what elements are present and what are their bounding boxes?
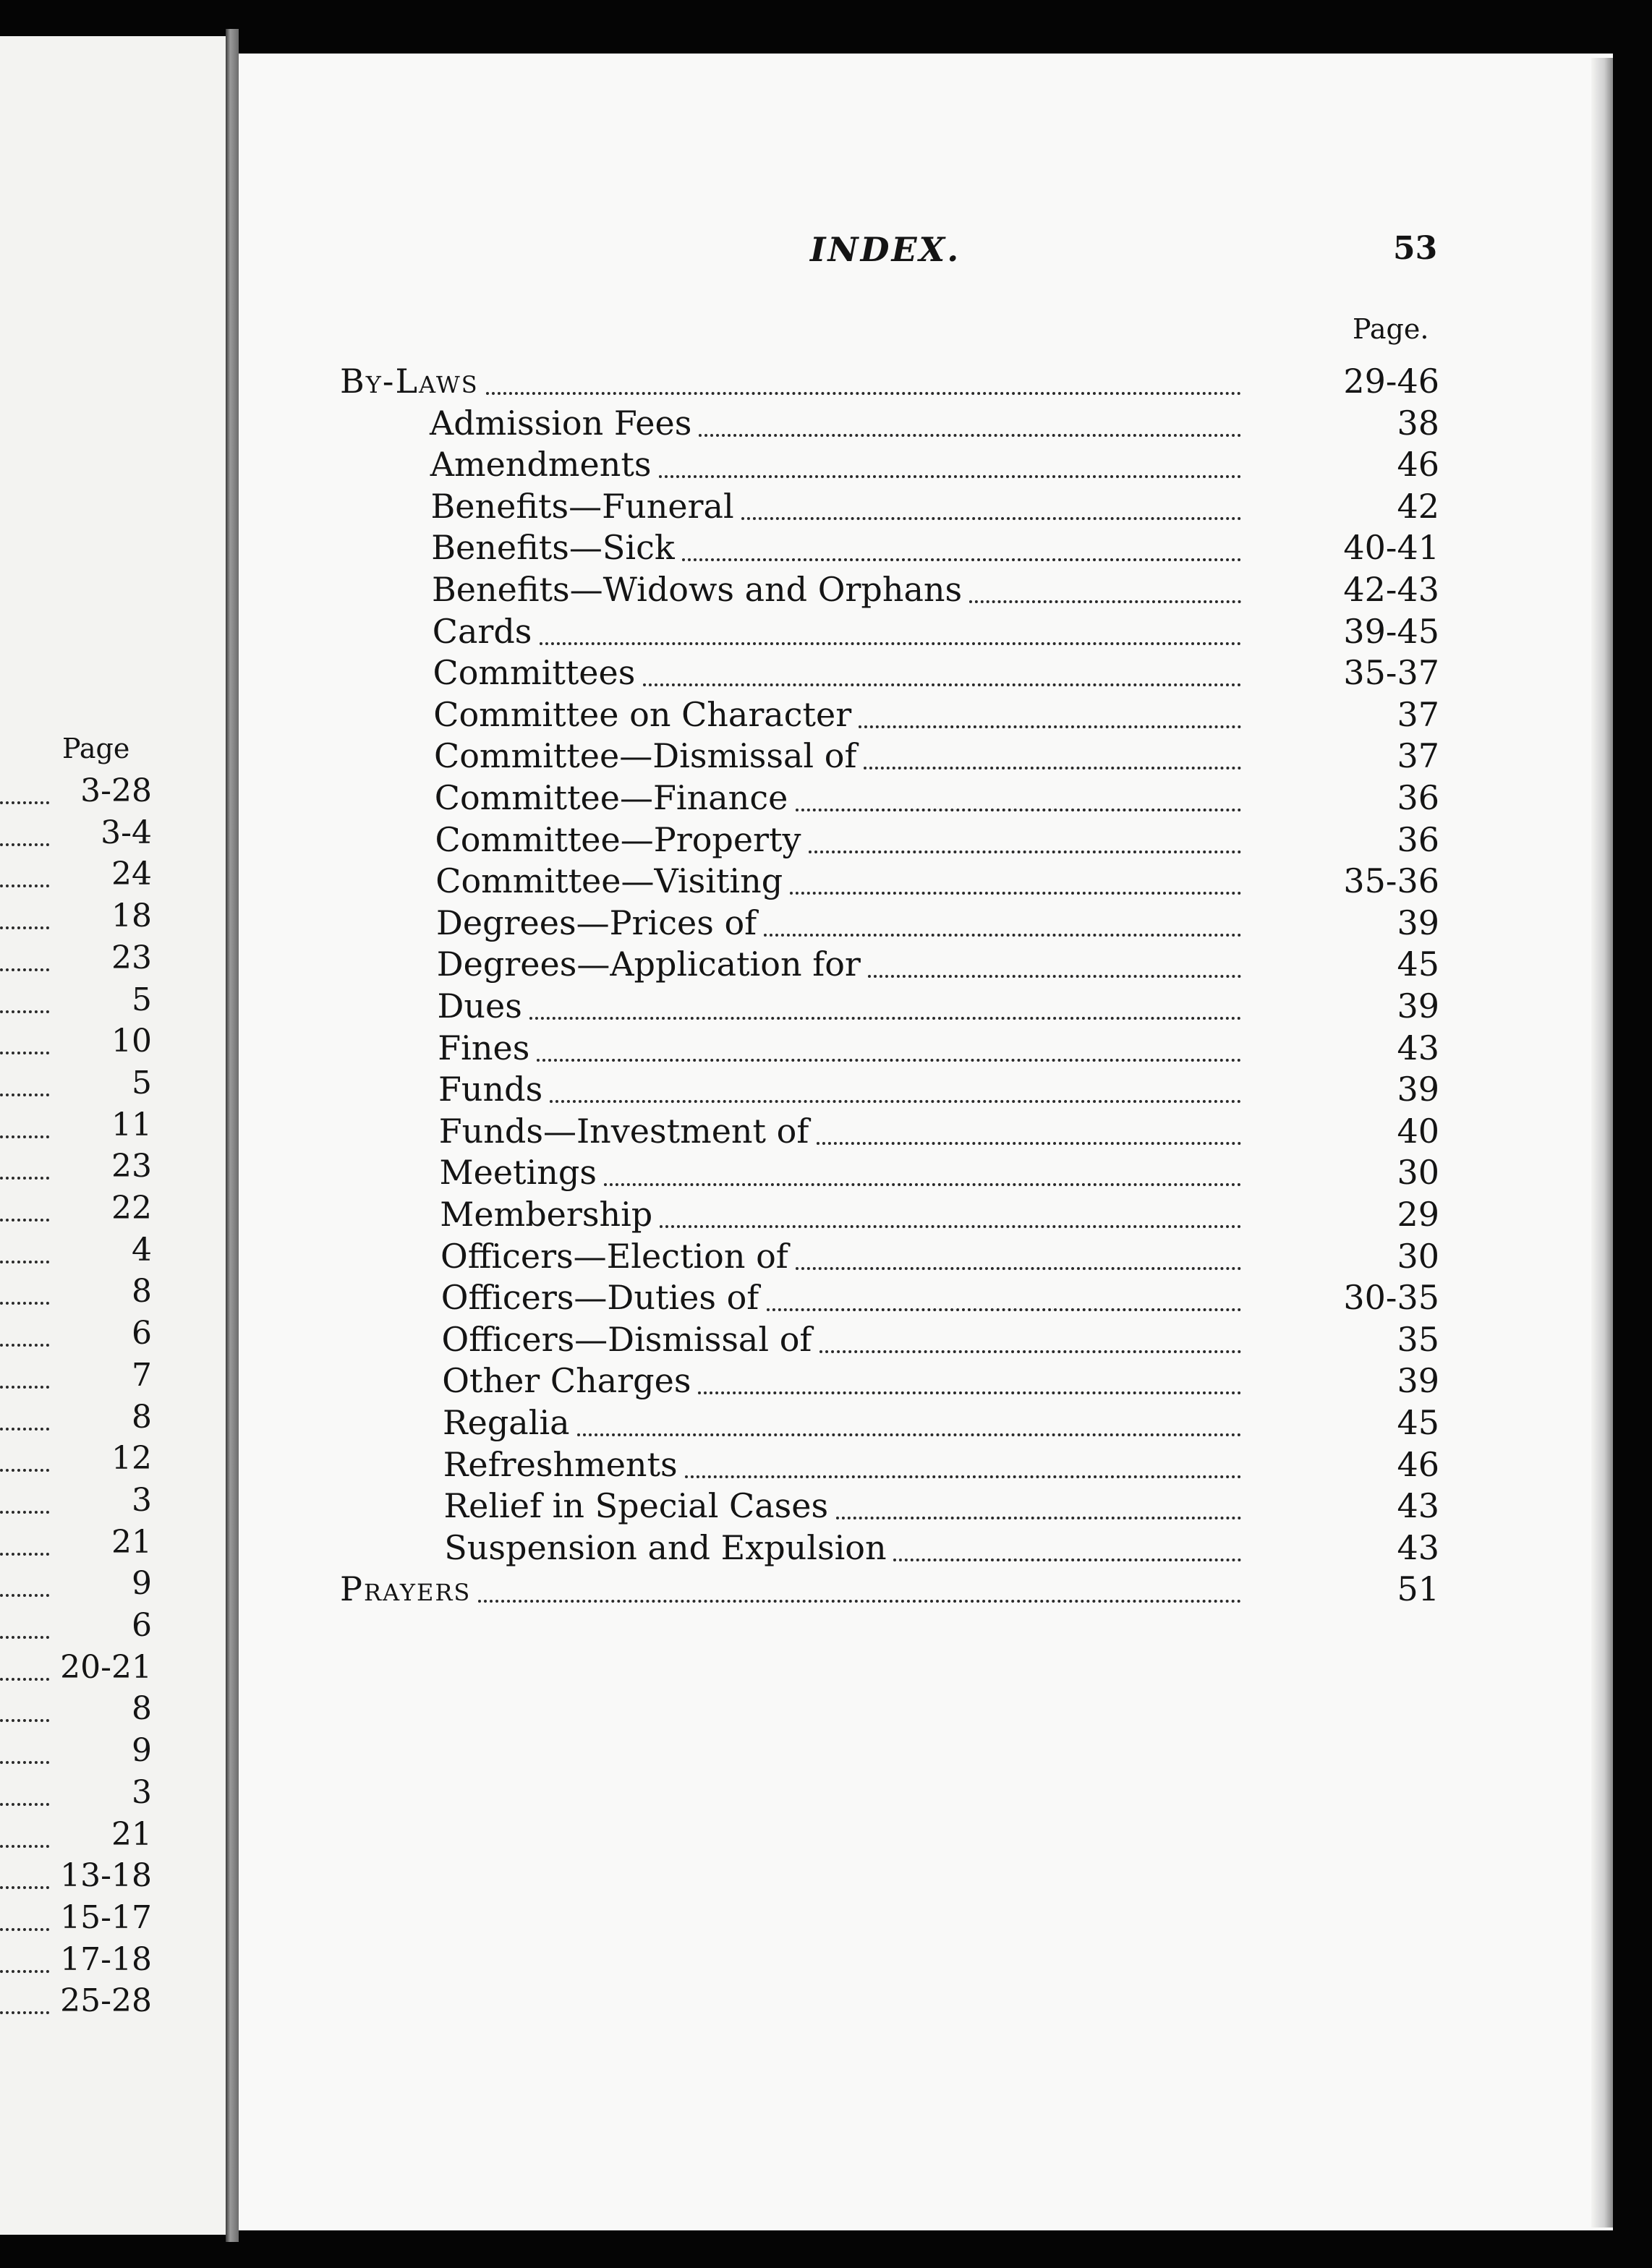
left-page-number: 9 — [132, 1732, 152, 1770]
index-entry-pages: 45 — [1397, 945, 1439, 984]
left-page-number: 8 — [132, 1690, 152, 1728]
dot-leader — [796, 1267, 1241, 1270]
index-entry-label: Officers—Election of — [440, 1236, 788, 1276]
index-entry-pages: 29 — [1397, 1195, 1439, 1234]
dot-leader — [537, 1059, 1241, 1062]
index-entry-label: Funds — [438, 1070, 543, 1109]
index-entry-label: Committee—Finance — [434, 778, 788, 817]
left-page-number: 5 — [132, 981, 152, 1018]
index-entry-label: Officers—Duties of — [440, 1278, 759, 1318]
index-entry-pages: 40 — [1397, 1111, 1439, 1151]
index-entry-label: Cards — [432, 611, 532, 651]
index-entry-label: Benefits—Funeral — [430, 486, 734, 526]
index-entry-label: Committee—Visiting — [435, 861, 783, 901]
index-entry-pages: 35 — [1397, 1319, 1439, 1359]
left-page-number: 22 — [111, 1190, 152, 1227]
dot-leader — [685, 1475, 1241, 1478]
index-entry-label: Committee—Dismissal of — [434, 736, 857, 776]
left-page-number: 15-17 — [60, 1898, 152, 1936]
left-page-number: 3 — [132, 1773, 152, 1811]
index-entry-pages: 35-36 — [1343, 861, 1439, 901]
left-page-number: 24 — [111, 856, 152, 893]
book-gutter — [226, 29, 239, 2242]
left-page-number: 23 — [111, 1148, 152, 1185]
dot-leader — [767, 1308, 1241, 1311]
index-entry-pages: 39 — [1397, 903, 1439, 942]
index-entry-label: Relief in Special Cases — [443, 1486, 829, 1526]
dot-leader — [682, 558, 1241, 561]
dot-leader — [660, 1225, 1241, 1228]
left-page-number: 9 — [132, 1565, 152, 1603]
dot-leader — [864, 767, 1241, 770]
index-entry-pages: 37 — [1397, 736, 1439, 776]
left-page-number: 3-4 — [101, 814, 152, 851]
left-page-number: 6 — [132, 1607, 152, 1644]
dot-leader — [817, 1142, 1241, 1145]
dot-leader — [540, 642, 1241, 645]
left-page-column-label: Page — [62, 733, 130, 764]
index-entry-pages: 39 — [1397, 1361, 1439, 1401]
page-number: 53 — [1393, 230, 1438, 267]
index-entry-pages: 39-45 — [1343, 611, 1439, 651]
index-entry-pages: 36 — [1397, 819, 1439, 859]
dot-leader — [699, 434, 1241, 437]
index-entry-label: Dues — [437, 986, 522, 1026]
index-entry-label: Benefits—Sick — [431, 528, 675, 568]
page-column-label: Page. — [1353, 313, 1429, 345]
page-edge-shadow — [1591, 58, 1613, 2228]
index-heading-pages: 29-46 — [1343, 362, 1439, 401]
index-entry-pages: 30 — [1397, 1153, 1439, 1193]
left-page-number: 25-28 — [60, 1982, 152, 2020]
index-entry-pages: 45 — [1397, 1403, 1439, 1442]
index-entry-label: Funds—Investment of — [438, 1111, 809, 1151]
left-page-number: 13-18 — [60, 1857, 152, 1895]
index-entry-label: Benefits—Widows and Orphans — [432, 570, 963, 609]
index-entry-label: Committee—Property — [435, 819, 801, 859]
dot-leader — [659, 475, 1241, 478]
index-entry-label: Committee on Character — [433, 694, 852, 734]
left-page-number: 17-18 — [60, 1940, 152, 1978]
index-entry-pages: 30 — [1397, 1236, 1439, 1276]
dot-leader — [893, 1559, 1241, 1561]
left-page-number: 3-28 — [80, 772, 152, 809]
index-entry-label: Suspension and Expulsion — [444, 1527, 887, 1567]
dot-leader — [868, 975, 1241, 978]
left-page-number: 4 — [132, 1231, 152, 1269]
left-page-number: 21 — [111, 1523, 152, 1561]
index-heading-label: Prayers — [340, 1569, 472, 1609]
index-entry-pages: 43 — [1397, 1486, 1439, 1526]
left-page-number: 20-21 — [60, 1648, 152, 1686]
dot-leader — [859, 725, 1241, 728]
left-page-number: 3 — [132, 1481, 152, 1519]
left-page-number: 5 — [132, 1064, 152, 1101]
index-entry-label: Other Charges — [442, 1361, 691, 1401]
index-entry-label: Officers—Dismissal of — [441, 1319, 812, 1359]
index-entry-pages: 38 — [1397, 403, 1439, 443]
dot-leader — [698, 1391, 1241, 1394]
index-entry-label: Degrees—Application for — [436, 945, 861, 984]
dot-leader — [478, 1600, 1241, 1603]
index-entry-label: Degrees—Prices of — [436, 903, 757, 942]
left-page-number: 10 — [111, 1023, 152, 1060]
left-page-number: 21 — [111, 1815, 152, 1853]
index-entry-label: Meetings — [439, 1153, 597, 1193]
dot-leader — [819, 1350, 1242, 1353]
dot-leader — [796, 809, 1241, 811]
index-entry-pages: 39 — [1397, 986, 1439, 1026]
index-entry-pages: 39 — [1397, 1070, 1439, 1109]
dot-leader — [577, 1433, 1241, 1436]
index-entry-label: Refreshments — [443, 1444, 678, 1484]
index-entry-label: Fines — [438, 1028, 530, 1067]
index-entry-label: Amendments — [430, 445, 652, 485]
index-entry-pages: 46 — [1397, 1444, 1439, 1484]
dot-leader — [529, 1017, 1242, 1020]
dot-leader — [809, 850, 1242, 853]
left-page-number: 6 — [132, 1315, 152, 1352]
left-page-number: 12 — [111, 1440, 152, 1478]
index-entry-pages: 35-37 — [1343, 653, 1439, 693]
index-entry-pages: 40-41 — [1343, 528, 1439, 568]
dot-leader — [764, 934, 1241, 937]
dot-leader — [969, 600, 1241, 603]
dot-leader — [741, 517, 1242, 520]
index-entry-pages: 37 — [1397, 694, 1439, 734]
index-entry-pages: 30-35 — [1343, 1278, 1439, 1318]
left-page-number: 7 — [132, 1356, 152, 1394]
dot-leader — [836, 1517, 1242, 1519]
dot-leader — [550, 1100, 1241, 1103]
dot-leader — [643, 683, 1242, 686]
index-entry-pages: 43 — [1397, 1028, 1439, 1067]
page-title: INDEX. — [810, 230, 961, 269]
index-entry-pages: 42-43 — [1343, 570, 1439, 609]
index-entry-label: Admission Fees — [430, 403, 692, 443]
dot-leader — [790, 892, 1241, 895]
left-page-number: 8 — [132, 1273, 152, 1310]
left-page-number: 8 — [132, 1398, 152, 1436]
index-entry-pages: 46 — [1397, 445, 1439, 485]
left-page-number: 11 — [111, 1106, 152, 1143]
index-heading-label: By-Laws — [340, 362, 479, 401]
index-entry-label: Committees — [433, 653, 636, 693]
index-entry-label: Regalia — [443, 1403, 570, 1442]
index-entry-pages: 36 — [1397, 778, 1439, 817]
left-page-number: 23 — [111, 939, 152, 976]
dot-leader — [604, 1183, 1242, 1186]
index-entry-label: Membership — [440, 1195, 653, 1234]
index-entry-pages: 42 — [1397, 486, 1439, 526]
index-heading-pages: 51 — [1397, 1569, 1439, 1609]
left-page-number: 18 — [111, 898, 152, 935]
dot-leader — [486, 392, 1241, 395]
index-entry-pages: 43 — [1397, 1527, 1439, 1567]
